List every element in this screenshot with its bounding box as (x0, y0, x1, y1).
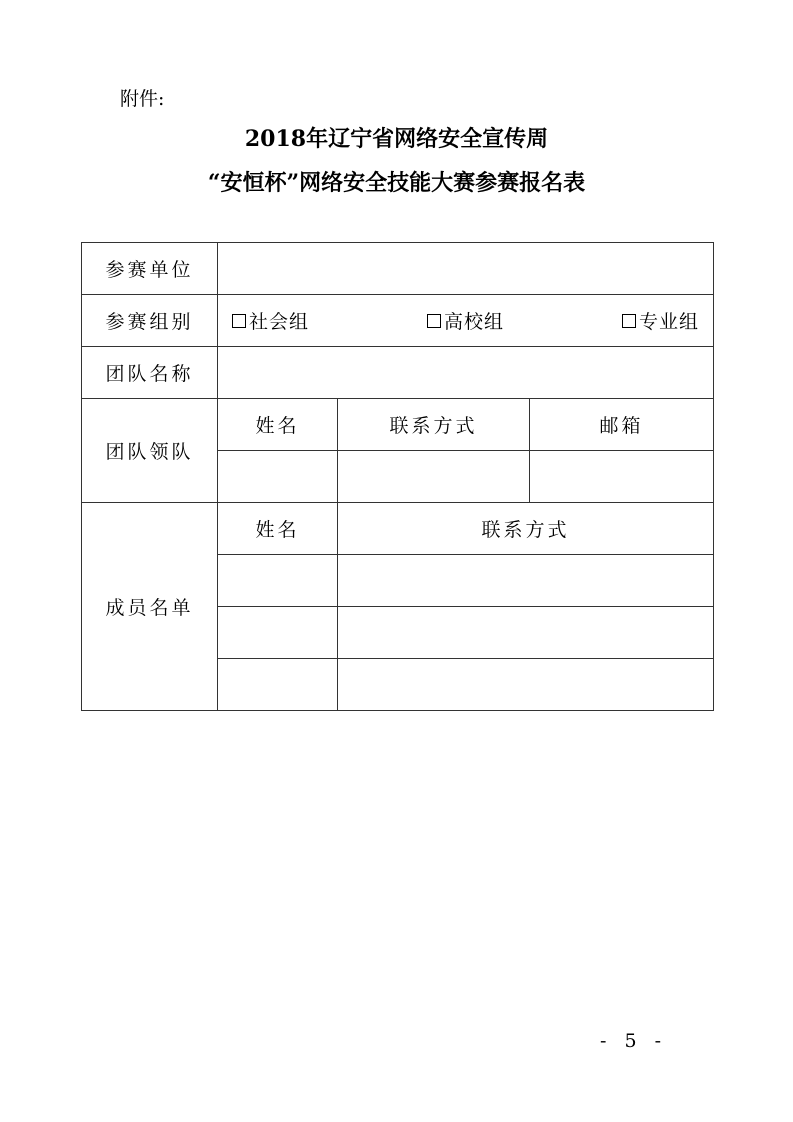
leader-name-header: 姓名 (218, 399, 338, 451)
members-label: 成员名单 (82, 503, 218, 711)
unit-label: 参赛单位 (82, 243, 218, 295)
member-contact-field[interactable] (338, 659, 714, 711)
row-unit (82, 243, 714, 295)
row-members-header (82, 503, 714, 555)
group-label: 参赛组别 (82, 295, 218, 347)
leader-name-field[interactable] (218, 451, 338, 503)
row-leader-header (82, 399, 714, 451)
group-option-social[interactable] (232, 307, 309, 334)
leader-label: 团队领队 (82, 399, 218, 503)
group-options-cell (218, 295, 714, 347)
group-option-label: 社会组 (249, 311, 310, 333)
checkbox-icon[interactable] (427, 314, 441, 328)
member-name-header: 姓名 (218, 503, 338, 555)
leader-email-header: 邮箱 (530, 399, 714, 451)
member-name-field[interactable] (218, 659, 338, 711)
attachment-label: 附件: (120, 88, 165, 110)
leader-contact-header: 联系方式 (338, 399, 530, 451)
form-title-line1: 2018年辽宁省网络安全宣传周 (244, 126, 549, 152)
group-option-university[interactable] (427, 307, 504, 334)
member-contact-field[interactable] (338, 555, 714, 607)
row-team-name (82, 347, 714, 399)
member-name-field[interactable] (218, 607, 338, 659)
group-option-label: 高校组 (444, 311, 505, 333)
leader-email-field[interactable] (530, 451, 714, 503)
member-name-field[interactable] (218, 555, 338, 607)
team-name-field[interactable] (218, 347, 714, 399)
page-number: - 5 - (600, 1030, 668, 1052)
group-option-professional[interactable] (622, 307, 699, 334)
row-group (82, 295, 714, 347)
group-options (218, 307, 713, 334)
group-option-label: 专业组 (639, 311, 700, 333)
checkbox-icon[interactable] (622, 314, 636, 328)
member-contact-header: 联系方式 (338, 503, 714, 555)
member-contact-field[interactable] (338, 607, 714, 659)
unit-field[interactable] (218, 243, 714, 295)
team-name-label: 团队名称 (82, 347, 218, 399)
leader-contact-field[interactable] (338, 451, 530, 503)
form-title-line2: “安恒杯”网络安全技能大赛参赛报名表 (207, 170, 586, 196)
checkbox-icon[interactable] (232, 314, 246, 328)
registration-form-table (81, 242, 714, 711)
